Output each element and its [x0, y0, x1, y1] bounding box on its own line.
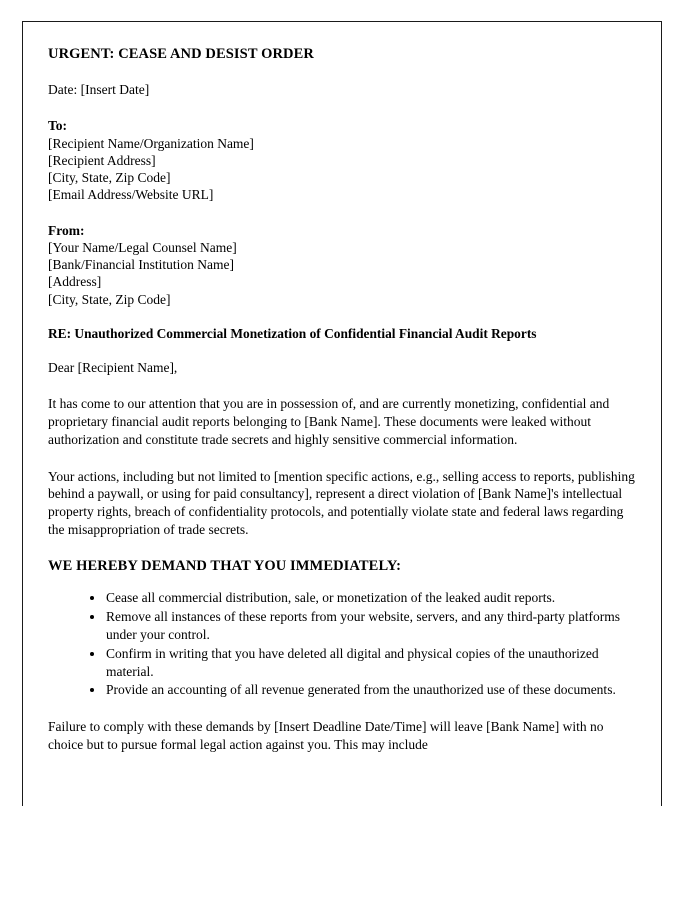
recipient-line-3: [City, State, Zip Code] — [48, 170, 171, 186]
list-item: Remove all instances of these reports from your website, servers, and any third-party platforms under your control. — [90, 608, 635, 644]
page-title: URGENT: CEASE AND DESIST ORDER — [48, 46, 314, 62]
list-item: Cease all commercial distribution, sale, or monetization of the leaked audit reports. — [90, 589, 635, 607]
demand-heading: WE HEREBY DEMAND THAT YOU IMMEDIATELY: — [48, 557, 402, 574]
document-page — [22, 21, 662, 806]
sender-address-block — [48, 222, 635, 308]
recipient-line-1: [Recipient Name/Organization Name] — [48, 135, 254, 151]
document-body — [23, 22, 661, 754]
closing-paragraph: Failure to comply with these demands by [Insert Deadline Date/Time] will leave [Bank Name] with no choice but to pursue formal legal action against you. This may include — [48, 719, 604, 752]
recipient-line-4: [Email Address/Website URL] — [48, 187, 214, 203]
salutation: Dear [Recipient Name], — [48, 360, 178, 376]
recipient-label: To: — [48, 118, 68, 134]
date-line: Date: [Insert Date] — [48, 82, 150, 98]
body-paragraph-1: It has come to our attention that you are in possession of, and are currently monetizing, confidential and proprietary financial audit reports belonging to [Bank Name]. These documents were leaked without authorization and constitute trade secrets and highly sensitive commercial information. — [48, 396, 610, 447]
sender-line-1: [Your Name/Legal Counsel Name] — [48, 239, 237, 255]
subject-line: RE: Unauthorized Commercial Monetization of Confidential Financial Audit Reports — [48, 325, 537, 341]
demand-list — [48, 589, 635, 699]
list-item: Provide an accounting of all revenue generated from the unauthorized use of these documents. — [90, 681, 635, 699]
recipient-address-block — [48, 117, 635, 203]
list-item: Confirm in writing that you have deleted all digital and physical copies of the unauthorized material. — [90, 645, 635, 681]
sender-label: From: — [48, 222, 85, 238]
sender-line-4: [City, State, Zip Code] — [48, 291, 171, 307]
sender-line-3: [Address] — [48, 274, 102, 290]
sender-line-2: [Bank/Financial Institution Name] — [48, 257, 234, 273]
recipient-line-2: [Recipient Address] — [48, 152, 156, 168]
body-paragraph-2: Your actions, including but not limited to [mention specific actions, e.g., selling access to reports, publishing behind a paywall, or using for paid consultancy], represent a direct violation of [Bank Name]'s intellectual property rights, breach of confidentiality protocols, and potentially violate state and federal laws regarding the misappropriation of trade secrets. — [48, 468, 635, 538]
